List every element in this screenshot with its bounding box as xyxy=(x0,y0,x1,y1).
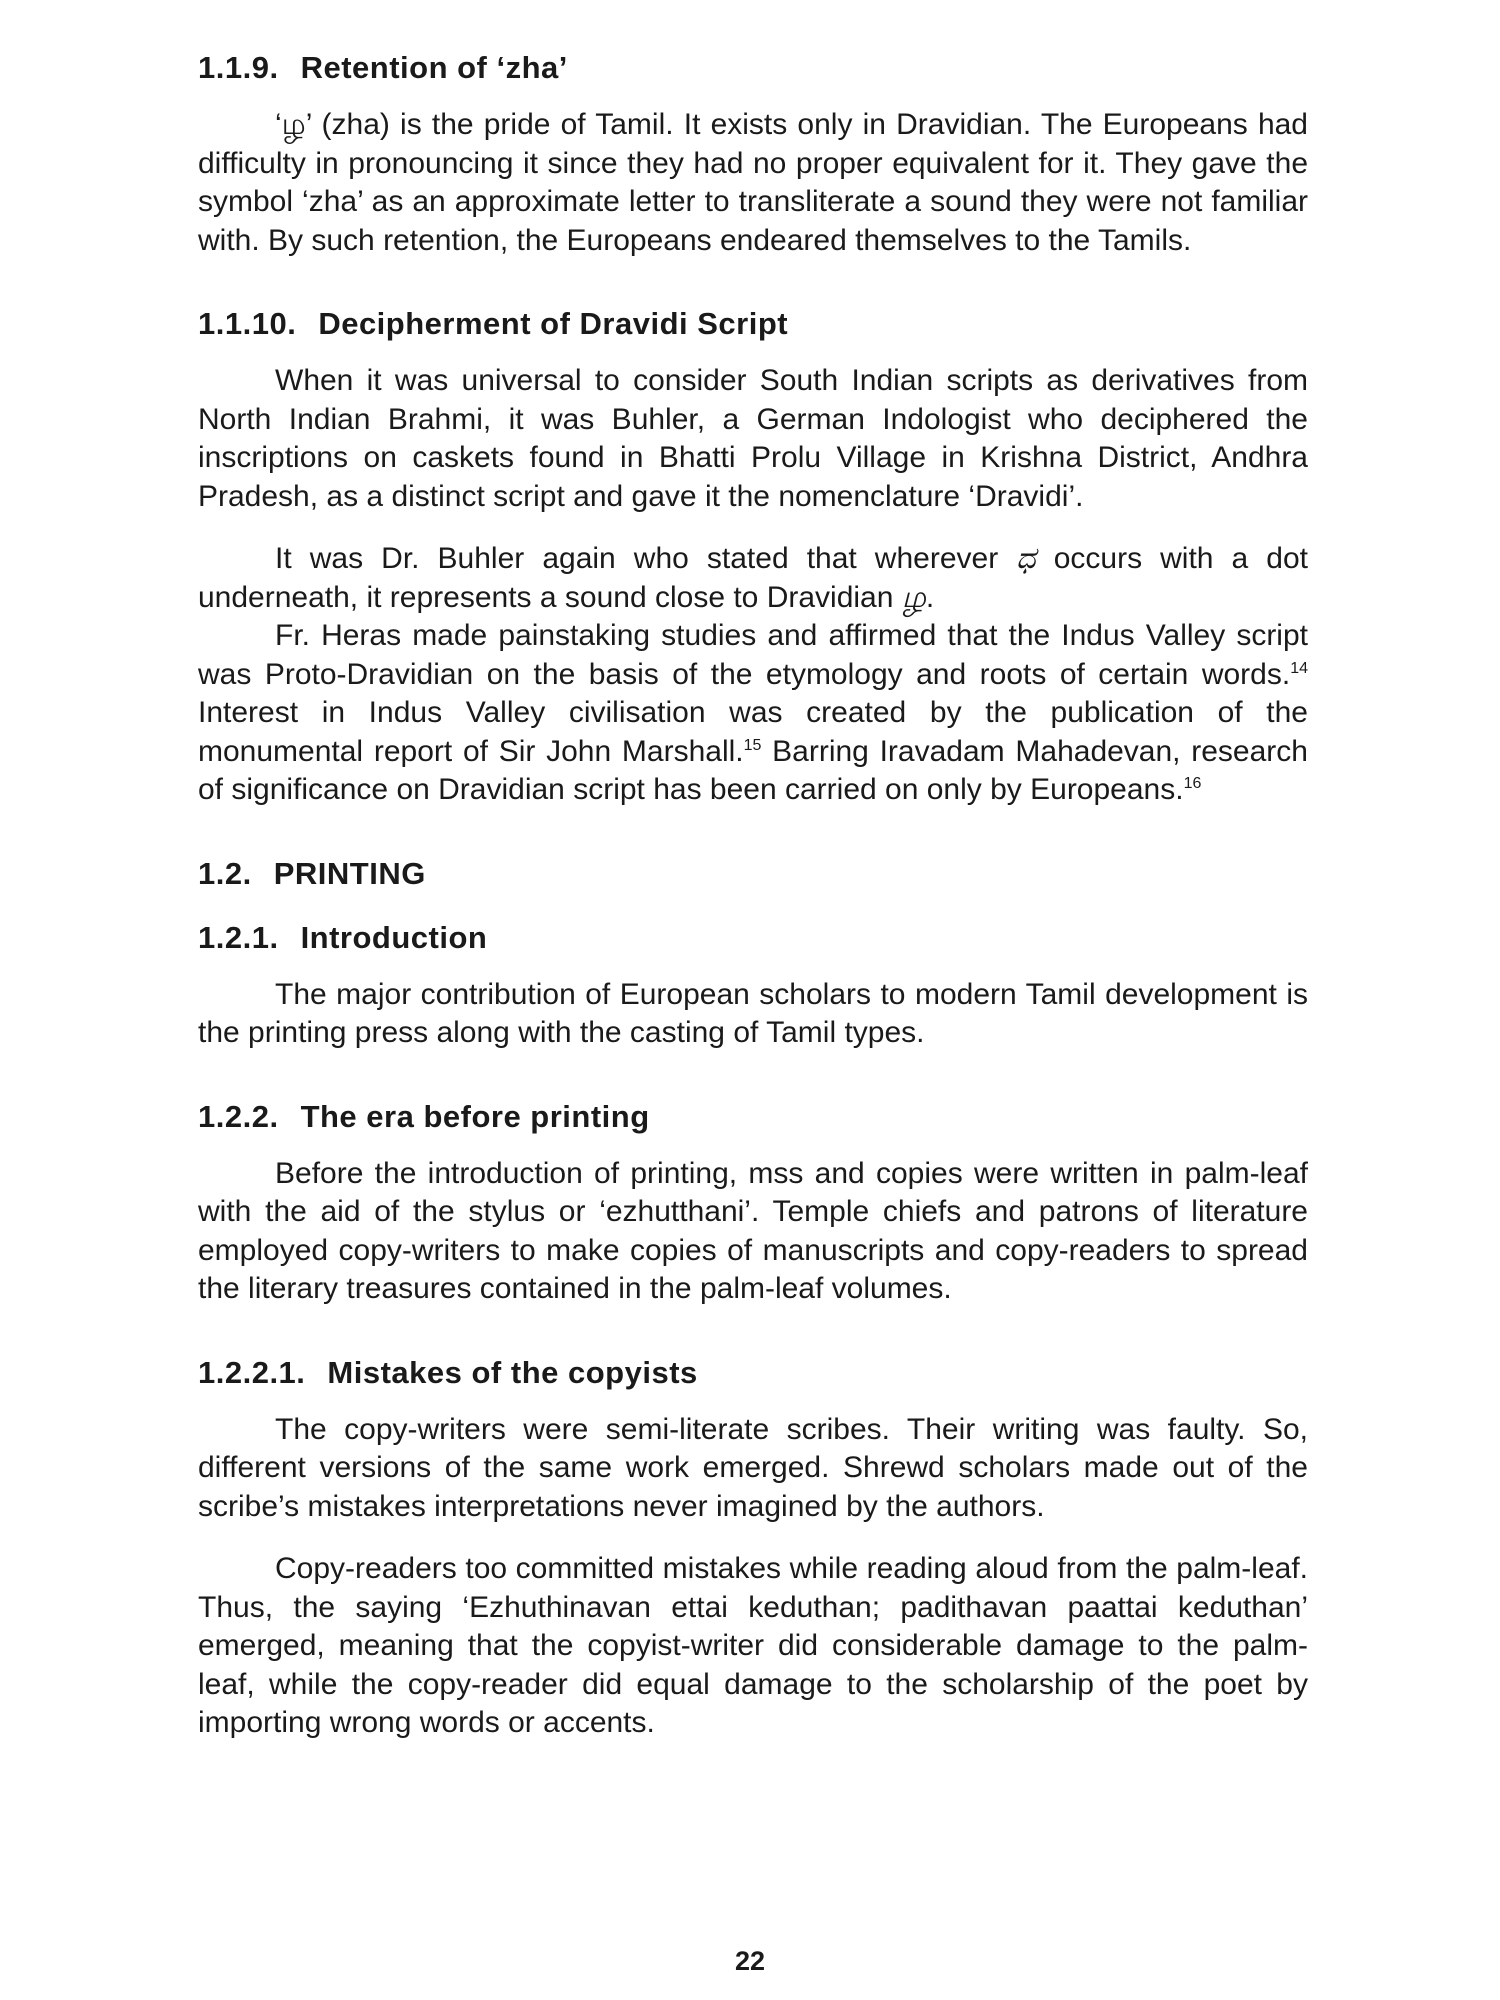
tamil-zha-symbol: ழ xyxy=(901,579,926,615)
section-heading-1-2 xyxy=(198,854,1308,894)
paragraph: The major contribution of European scholars to modern Tamil development is the printing press along with the casting of Tamil types. xyxy=(198,977,1308,1049)
section-number: 1.1.10. xyxy=(198,306,297,341)
section-title: PRINTING xyxy=(273,855,426,891)
section-heading-1-1-9 xyxy=(198,48,1308,88)
section-number: 1.1.9. xyxy=(198,50,279,85)
text-run: . xyxy=(925,580,935,614)
paragraph: The copy-writers were semi-literate scribes. Their writing was faulty. So, different versions of the same work emerged. Shrewd scholars made out of the scribe’s mistakes interpretations never imagined by the authors. xyxy=(198,1412,1308,1523)
section-title: The era before printing xyxy=(300,1098,650,1134)
section-heading-1-2-1 xyxy=(198,918,1308,958)
paragraph: Before the introduction of printing, mss and copies were written in palm-leaf with the aid of the stylus or ‘ezhutthani’. Temple chiefs and patrons of literature employed copy-writers to make copies of manuscripts and copy-readers to spread the literary treasures contained in the palm-leaf volumes. xyxy=(198,1156,1308,1305)
footnote-marker: 15 xyxy=(743,736,762,754)
section-heading-1-1-10 xyxy=(198,304,1308,344)
page-content xyxy=(198,48,1308,1767)
section-title: Introduction xyxy=(300,919,488,955)
footnote-marker: 16 xyxy=(1183,775,1202,792)
paragraph: When it was universal to consider South Indian scripts as derivatives from North Indian Brahmi, it was Buhler, a German Indologist who deciphered the inscriptions on caskets found in Bhatti Prolu Village in Krishna District, Andhra Pradesh, as a distinct script and gave it the nomenclature ‘Dravidi’. xyxy=(198,364,1308,513)
text-run: Interest in Indus Valley civilisation was created by the publication of the monumental report of Sir John Marshall. xyxy=(198,696,1308,768)
telugu-symbol: ಧ xyxy=(1016,541,1036,576)
section-heading-1-2-2 xyxy=(198,1097,1308,1137)
page-number: 22 xyxy=(734,1946,766,1976)
section-number: 1.2. xyxy=(198,855,252,891)
paragraph xyxy=(198,540,1308,617)
section-heading-1-2-2-1 xyxy=(198,1353,1308,1393)
text-run: Barring Iravadam Mahadevan, research of significance on Dravidian script has been carried on only by Europeans. xyxy=(198,734,1308,806)
footnote-marker: 14 xyxy=(1290,659,1308,677)
section-title: Mistakes of the copyists xyxy=(327,1354,698,1390)
text-run: It was Dr. Buhler again who stated that wherever xyxy=(275,542,1017,575)
section-number: 1.2.2. xyxy=(198,1098,279,1134)
paragraph: ‘ழ’ (zha) is the pride of Tamil. It exists only in Dravidian. The Europeans had difficulty in pronouncing it since they had no proper equivalent for it. They gave the symbol ‘zha’ as an approximate letter to transliterate a sound they were not familiar with. By such retention, the Europeans endeared themselves to the Tamils. xyxy=(198,108,1308,257)
section-number: 1.2.1. xyxy=(198,919,279,955)
text-run: occurs with a dot underneath, it represents a sound close to Dravidian xyxy=(198,542,1309,614)
section-title: Retention of ‘zha’ xyxy=(300,50,568,85)
text-run: Fr. Heras made painstaking studies and affirmed that the Indus Valley script was Proto-Dravidian on the basis of the etymology and roots of certain words. xyxy=(198,619,1308,691)
paragraph: Copy-readers too committed mistakes while reading aloud from the palm-leaf. Thus, the saying ‘Ezhuthinavan ettai keduthan; padithavan paattai keduthan’ emerged, meaning that the copyist-writer did considerable damage to the palm-leaf, while the copy-reader did equal damage to the scholarship of the poet by importing wrong words or accents. xyxy=(198,1552,1308,1739)
section-number: 1.2.2.1. xyxy=(198,1354,306,1390)
section-title: Decipherment of Dravidi Script xyxy=(318,306,789,341)
paragraph xyxy=(198,617,1308,810)
